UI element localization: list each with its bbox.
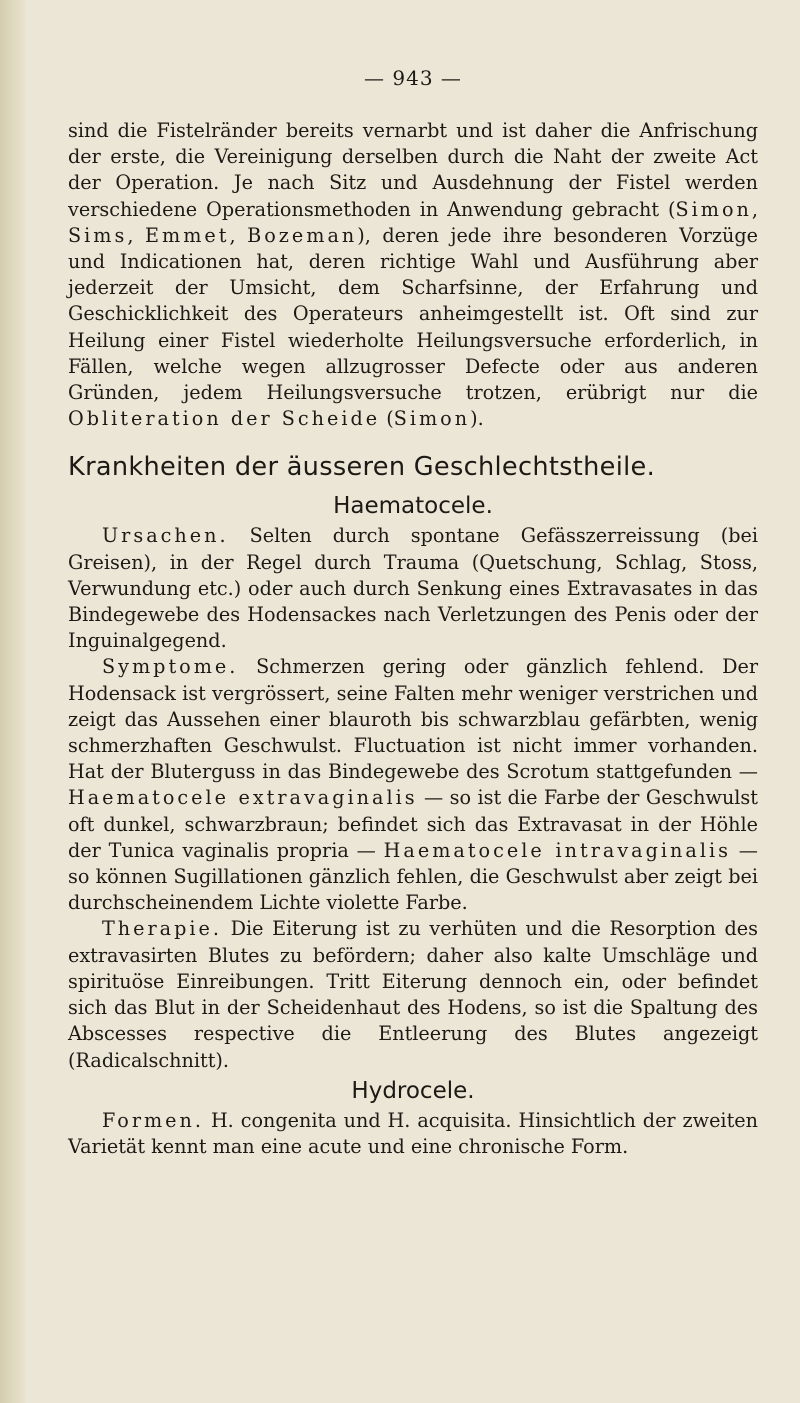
paragraph-therapie xyxy=(68,916,758,1073)
page-content xyxy=(68,118,758,1160)
paragraph-ursachen xyxy=(68,523,758,654)
book-page xyxy=(68,0,758,1403)
emphasized-term: Haematocele extravaginalis xyxy=(68,786,418,810)
author-name: Emmet xyxy=(145,223,230,247)
paragraph-fistula-operation xyxy=(68,118,758,432)
label-symptome: Symptome. xyxy=(102,655,239,679)
emphasized-term: Haematocele intravaginalis xyxy=(383,838,731,862)
paragraph-formen xyxy=(68,1108,758,1160)
text-run: ). xyxy=(470,407,484,431)
page-edge-shadow xyxy=(0,0,26,1403)
paragraph-symptome xyxy=(68,654,758,916)
subheading-hydrocele: Hydrocele. xyxy=(351,1077,475,1104)
text-run: Selten durch spontane Gefässzerreissung (bei Greisen), in der Regel durch Trauma (Quetschung, Schlag, Stoss, Verwundung etc.) oder auch durch Senkung eines Extravasates in das Bindegewebe des Hodensackes nach Verletzungen des Penis oder der Inguinalgegend. xyxy=(68,524,758,653)
text-run: ), deren jede ihre besonderen Vorzüge und Indicationen hat, deren richtige Wahl und Ausführung aber jederzeit der Umsicht, dem Scharfsinne, der Erfahrung und Geschicklichkeit des Operateurs anheimgestellt ist. Oft sind zur Heilung einer Fistel wiederholte Heilungsversuche erforderlich, in Fällen, welche wegen allzugrosser Defecte oder aus anderen Gründen, jedem Heilungsversuche trotzen, erübrigt nur die xyxy=(68,223,758,405)
text-run: Schmerzen gering oder gänzlich fehlend. Der Hodensack ist vergrössert, seine Falten mehr weniger verstrichen und zeigt das Aussehen einer blauroth bis schwarzblau gefärbten, wenig schmerzhaften Geschwulst. Fluctuation ist nicht immer vorhanden. Hat der Bluterguss in das Bindegewebe des Scrotum stattgefunden — xyxy=(68,655,758,784)
text-run: Die Eiterung ist zu verhüten und die Resorption des extravasirten Blutes zu befördern; daher also kalte Umschläge und spirituöse Einreibungen. Tritt Eiterung dennoch ein, oder befindet sich das Blut in der Scheidenhaut des Hodens, so ist die Spaltung des Abscesses respective die Entleerung des Blutes angezeigt (Radicalschnitt). xyxy=(68,917,758,1072)
label-therapie: Therapie. xyxy=(102,917,222,941)
text-run: , xyxy=(751,197,758,221)
label-ursachen: Ursachen. xyxy=(102,524,229,548)
text-run: , xyxy=(127,223,145,247)
section-heading: Krankheiten der äusseren Geschlechtstheile. xyxy=(68,452,656,483)
text-run: H. congenita und H. acquisita. Hinsichtlich der zweiten Varietät kennt man eine acute und eine chronische Form. xyxy=(68,1108,758,1158)
author-name: Simon xyxy=(393,407,471,431)
text-run: sind die Fistelränder bereits vernarbt und ist daher die Anfrischung der erste, die Vereinigung derselben durch die Naht der zweite Act der Operation. Je nach Sitz und Ausdehnung der Fistel werden verschiedene Operationsmethoden in Anwendung gebracht ( xyxy=(68,119,758,221)
emphasized-term: Obliteration der Scheide xyxy=(68,407,381,431)
author-name: Simon xyxy=(675,197,752,221)
text-run: — so ist die Farbe der Geschwulst oft dunkel, schwarzbraun; befindet sich das Extravasat in der Höhle der Tunica vaginalis propria — xyxy=(68,786,758,862)
text-run: ( xyxy=(380,407,394,431)
page-number: — 943 — xyxy=(364,66,462,90)
text-run: — so können Sugillationen gänzlich fehlen, die Geschwulst aber zeigt bei durchscheinendem Lichte violette Farbe. xyxy=(68,838,758,915)
label-formen: Formen. xyxy=(102,1108,204,1132)
author-name: Sims xyxy=(68,223,128,247)
text-run: , xyxy=(229,223,248,247)
subheading-haematocele: Haematocele. xyxy=(333,493,493,520)
author-name: Bozeman xyxy=(247,223,358,247)
